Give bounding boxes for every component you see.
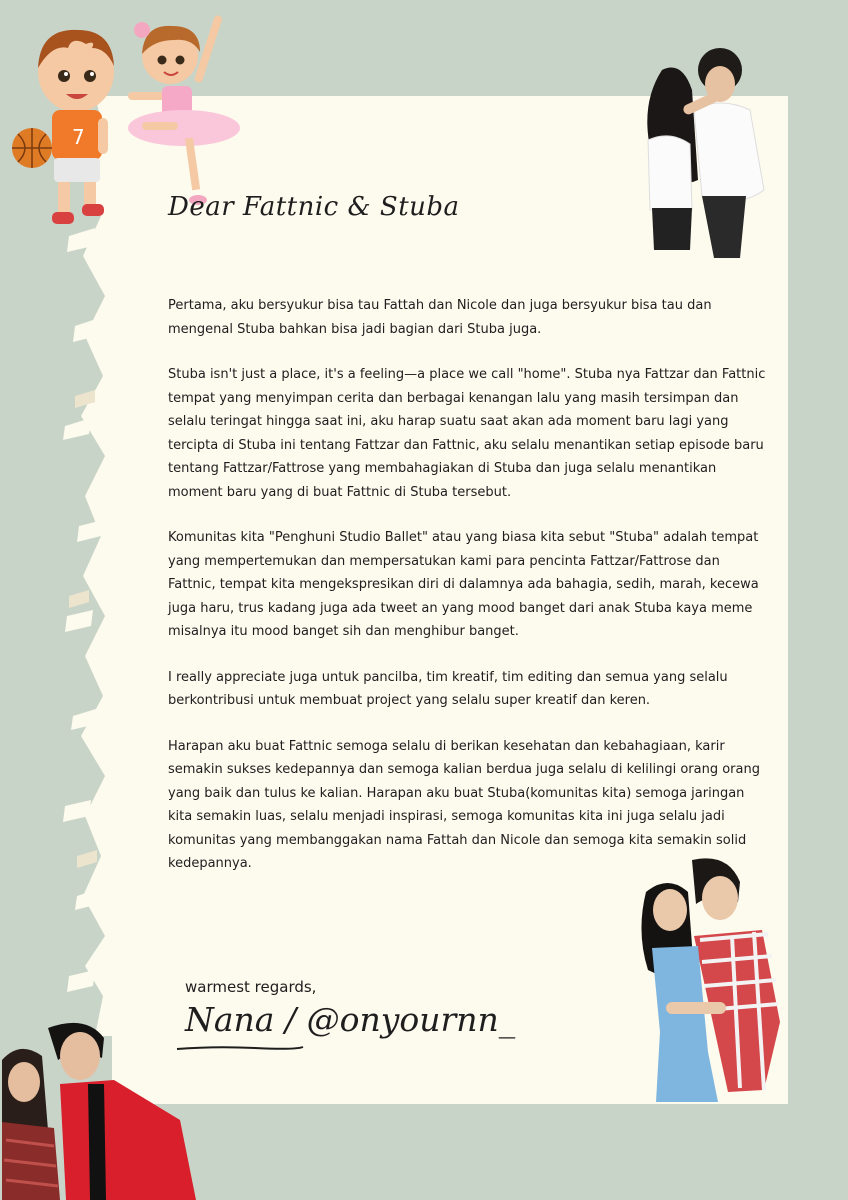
letter-closing: warmest regards, [185, 978, 317, 996]
letter-paragraph: I really appreciate juga untuk pancilba, tim kreatif, tim editing dan semua yang selalu berkontribusi untuk membuat project yang selalu super kreatif dan keren. [168, 669, 728, 708]
letter-greeting: Dear Fattnic & Stuba [168, 192, 460, 222]
letter-signature: Nana / @onyournn_ [185, 1000, 516, 1039]
cartoon-boy-basketball-illustration [8, 14, 128, 234]
letter-paragraph: Stuba isn't just a place, it's a feeling—a place we call "home". Stuba nya Fattzar dan Fattnic tempat yang menyimpan cerita dan berbagai kenangan lalu yang masih tersimpan dan selalu teringat hingga saat ini, aku harap suatu saat akan ada moment baru lagi yang tercipta di Stuba ini tentang Fattzar dan Fattnic, aku selalu menantikan setiap episode baru tentang Fattzar/Fattrose yang membahagiakan di Stuba dan juga selalu menantikan moment baru yang di buat Fattnic di Stuba tersebut. [168, 367, 766, 500]
couple-photo-bottom-left [0, 1010, 200, 1200]
letter-paragraph: Pertama, aku bersyukur bisa tau Fattah dan Nicole dan juga bersyukur bisa tau dan mengenal Stuba bahkan bisa jadi bagian dari Stuba juga. [168, 298, 712, 337]
letter-paragraph: Harapan aku buat Fattnic semoga selalu di berikan kesehatan dan kebahagiaan, karir semakin sukses kedepannya dan semoga kalian berdua juga selalu di kelilingi orang orang yang baik dan tulus ke kalian. Harapan aku buat Stuba(komunitas kita) semoga jaringan kita semakin luas, selalu menjadi inspirasi, semoga komunitas kita ini juga selalu jadi komunitas yang membanggakan nama Fattah dan Nicole dan semoga kita semakin solid kedepannya. [168, 738, 760, 871]
letter-paragraph: Komunitas kita "Penghuni Studio Ballet" atau yang biasa kita sebut "Stuba" adalah tempat yang mempertemukan dan mempersatukan kami para pencinta Fattzar/Fattrose dan Fattnic, tempat kita mengekspresikan diri di dalamnya ada bahagia, sedih, marah, kecewa juga haru, trus kadang juga ada tweet an yang mood banget dari anak Stuba kaya meme misalnya itu mood banget sih dan menghibur banget. [168, 530, 759, 639]
cartoon-ballerina-illustration [122, 10, 242, 210]
svg-text:7: 7 [72, 125, 85, 149]
couple-photo-top-right [622, 40, 792, 270]
letter-body [168, 294, 768, 898]
signature-underline [175, 1044, 305, 1052]
